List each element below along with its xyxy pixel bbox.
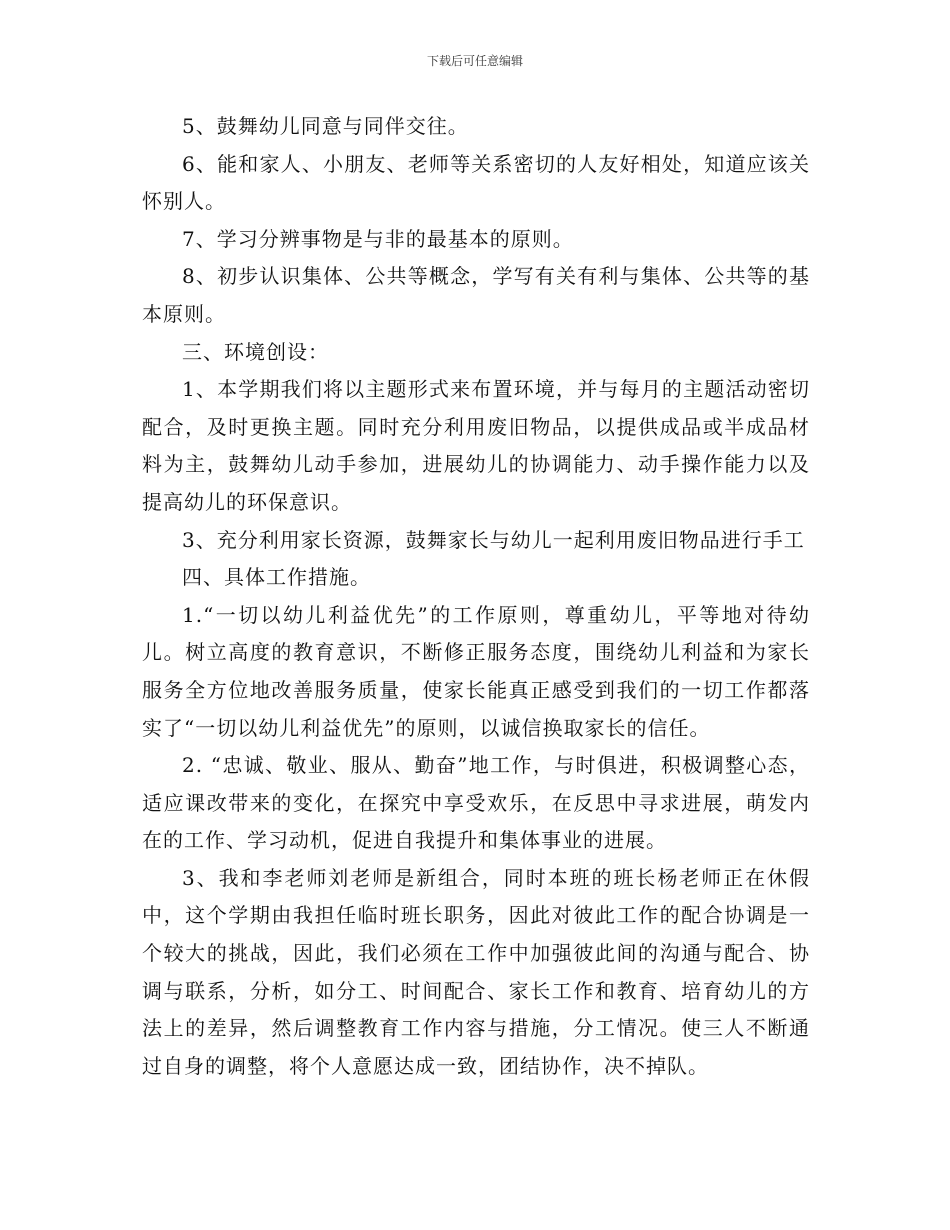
paragraph-environment-3: 3、充分利用家长资源，鼓舞家长与幼儿一起利用废旧物品进行手工 <box>182 527 805 552</box>
paragraph-goal-6: 6、能和家人、小朋友、老师等关系密切的人友好相处，知道应该关怀别人。 <box>142 151 810 214</box>
paragraph-environment-1: 1、本学期我们将以主题形式来布置环境，并与每月的主题活动密切配合，及时更换主题。同时充分利用废旧物品，以提供成品或半成品材料为主，鼓舞幼儿动手参加，进展幼儿的协调能力、动手操作能力以及提高幼儿的环保意识。 <box>142 377 810 514</box>
paragraph-measure-2: 2. “忠诚、敬业、服从、勤奋”地工作，与时俱进，积极调整心态，适应课改带来的变化，在探究中享受欢乐，在反思中寻求进展，萌发内在的工作、学习动机，促进自我提升和集体事业的进展。 <box>142 753 810 853</box>
document-body <box>142 108 810 1085</box>
paragraph-measure-3: 3、我和李老师刘老师是新组合，同时本班的班长杨老师正在休假中，这个学期由我担任临时班长职务，因此对彼此工作的配合协调是一个较大的挑战，因此，我们必须在工作中加强彼此间的沟通与配合、协调与联系，分析，如分工、时间配合、家长工作和教育、培育幼儿的方法上的差异，然后调整教育工作内容与措施，分工情况。使三人不断通过自身的调整，将个人意愿达成一致，团结协作，决不掉队。 <box>142 865 810 1078</box>
section-heading-environment: 三、环境创设： <box>182 339 329 364</box>
paragraph-goal-7: 7、学习分辨事物是与非的最基本的原则。 <box>182 226 574 251</box>
paragraph-goal-5: 5、鼓舞幼儿同意与同伴交往。 <box>182 114 469 138</box>
section-heading-measures: 四、具体工作措施。 <box>182 565 371 590</box>
page-header-note: 下载后可任意编辑 <box>426 54 523 68</box>
paragraph-measure-1: 1.“一切以幼儿利益优先”的工作原则，尊重幼儿，平等地对待幼儿。树立高度的教育意识，不断修正服务态度，围绕幼儿利益和为家长服务全方位地改善服务质量，使家长能真正感受到我们的一切工作都落实了“一切以幼儿利益优先”的原则，以诚信换取家长的信任。 <box>142 602 810 740</box>
paragraph-goal-8: 8、初步认识集体、公共等概念，学写有关有利与集体、公共等的基本原则。 <box>142 264 810 326</box>
